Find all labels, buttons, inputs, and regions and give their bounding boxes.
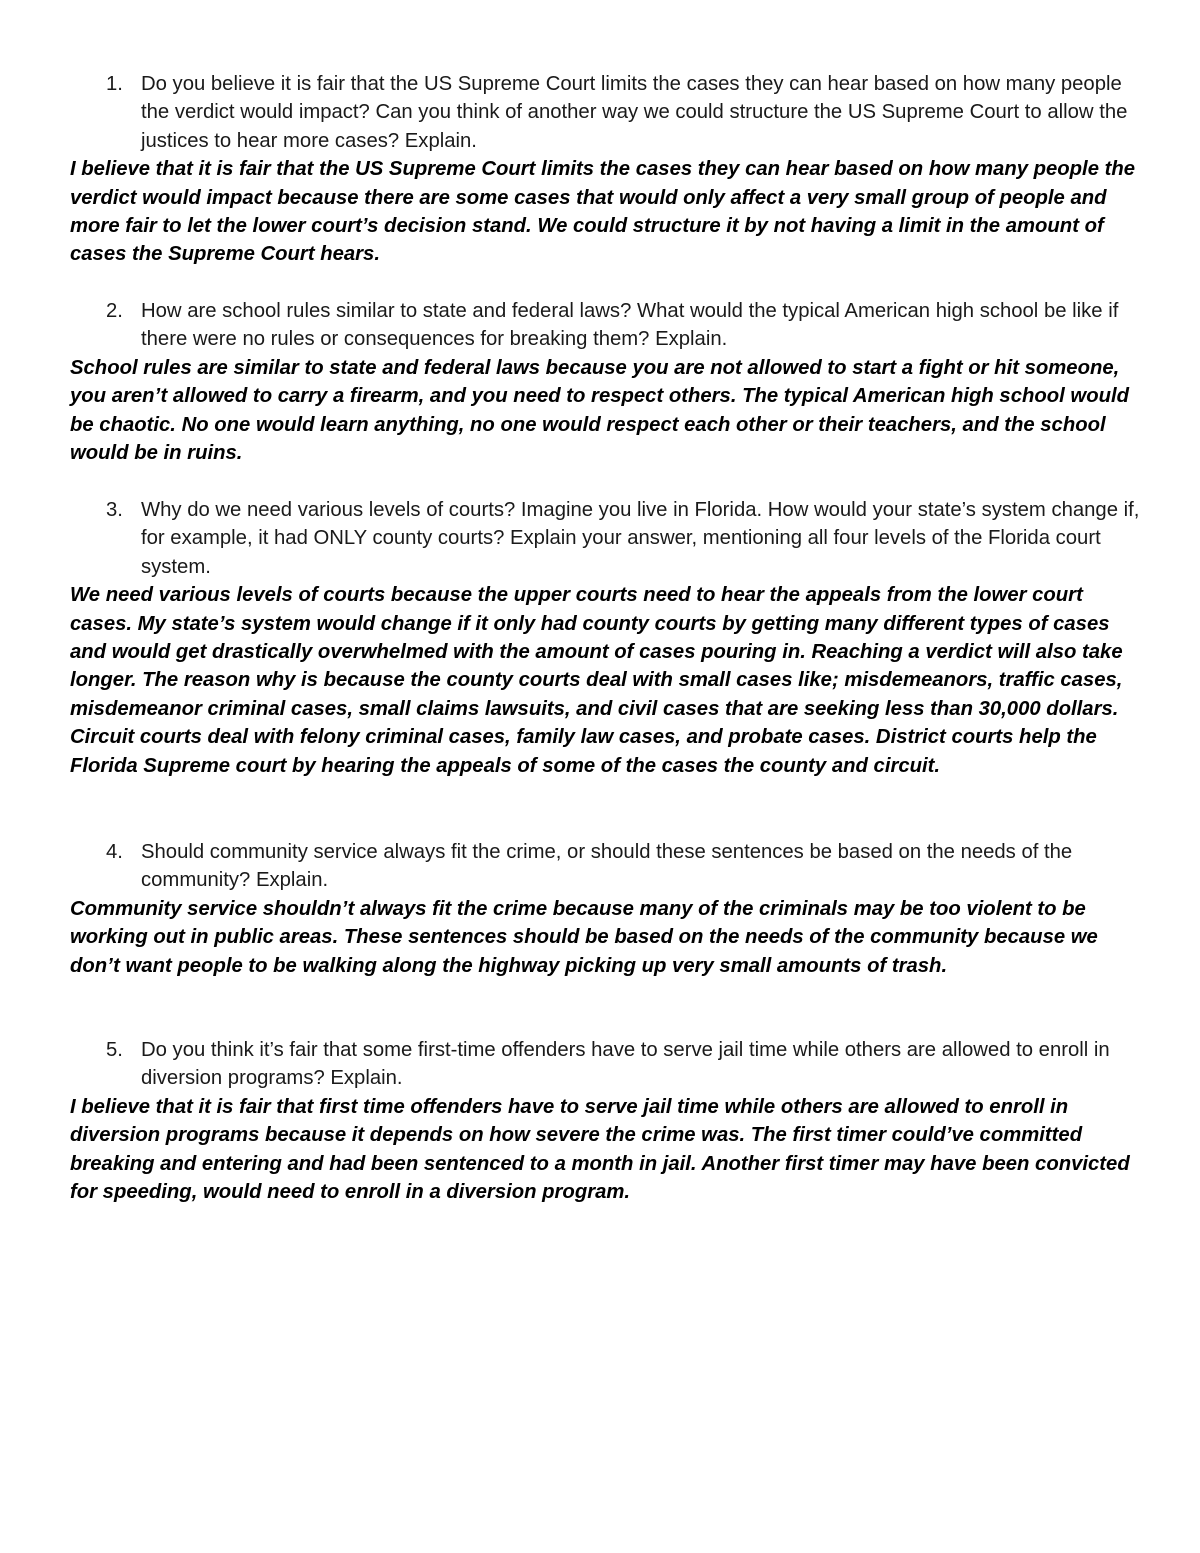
question-text-5: Do you think it’s fair that some first-time offenders have to serve jail time while others are allowed to enroll in diversion programs? Explain. bbox=[141, 1039, 1110, 1090]
question-2 bbox=[70, 297, 1140, 354]
qa-item-1 bbox=[70, 70, 1140, 269]
answer-2: School rules are similar to state and federal laws because you are not allowed to start a fight or hit someone, you aren’t allowed to carry a firearm, and you need to respect others. The typical American high school would be chaotic. No one would learn anything, no one would respect each other or their teachers, and the school would be in ruins. bbox=[70, 356, 1129, 465]
qa-item-4 bbox=[70, 838, 1140, 980]
question-1 bbox=[70, 70, 1140, 155]
answer-1: I believe that it is fair that the US Supreme Court limits the cases they can hear based on how many people the verdict would impact because there are some cases that would only affect a very small group of people and more fair to let the lower court’s decision stand. We could structure it by not having a limit in the amount of cases the Supreme Court hears. bbox=[70, 158, 1136, 266]
qa-item-5 bbox=[70, 1036, 1140, 1206]
question-text-4: Should community service always fit the crime, or should these sentences be based on the needs of the community? Explain. bbox=[141, 841, 1073, 892]
answer-4: Community service shouldn’t always fit the crime because many of the criminals may be too violent to be working out in public areas. These sentences should be based on the needs of the community because we don’t want people to be walking along the highway picking up very small amounts of trash. bbox=[70, 897, 1098, 977]
question-text-2: How are school rules similar to state and federal laws? What would the typical American high school be like if there were no rules or consequences for breaking them? Explain. bbox=[141, 300, 1119, 351]
question-4 bbox=[70, 838, 1140, 895]
question-number-4: 4. bbox=[106, 841, 123, 863]
question-3 bbox=[70, 496, 1140, 581]
question-5 bbox=[70, 1036, 1140, 1093]
answer-5: I believe that it is fair that first time offenders have to serve jail time while others are allowed to enroll in diversion programs because it depends on how severe the crime was. The first timer could’ve committed breaking and entering and had been sentenced to a month in jail. Another first timer may have been convicted for speeding, would need to enroll in a diversion program. bbox=[70, 1095, 1130, 1204]
question-text-1: Do you believe it is fair that the US Supreme Court limits the cases they can hear based on how many people the verdict would impact? Can you think of another way we could structure the US Supreme Court to allow the justices to hear more cases? Explain. bbox=[141, 73, 1128, 152]
qa-item-3 bbox=[70, 496, 1140, 780]
question-text-3: Why do we need various levels of courts? Imagine you live in Florida. How would your state’s system change if, for example, it had ONLY county courts? Explain your answer, mentioning all four levels of the Florida court system. bbox=[141, 499, 1140, 578]
question-number-3: 3. bbox=[106, 499, 123, 521]
answer-3: We need various levels of courts because the upper courts need to hear the appeals from the lower court cases. My state’s system would change if it only had county courts by getting many different types of cases and would get drastically overwhelmed with the amount of cases pouring in. Reaching a verdict will also take longer. The reason why is because the county courts deal with small cases like; misdemeanors, traffic cases, misdemeanor criminal cases, small claims lawsuits, and civil cases that are seeking less than 30,000 dollars. Circuit courts deal with felony criminal cases, family law cases, and probate cases. District courts help the Florida Supreme court by hearing the appeals of some of the cases the county and circuit. bbox=[70, 584, 1123, 777]
question-number-5: 5. bbox=[106, 1039, 123, 1061]
question-number-2: 2. bbox=[106, 300, 123, 322]
qa-item-2 bbox=[70, 297, 1140, 467]
question-number-1: 1. bbox=[106, 73, 123, 95]
